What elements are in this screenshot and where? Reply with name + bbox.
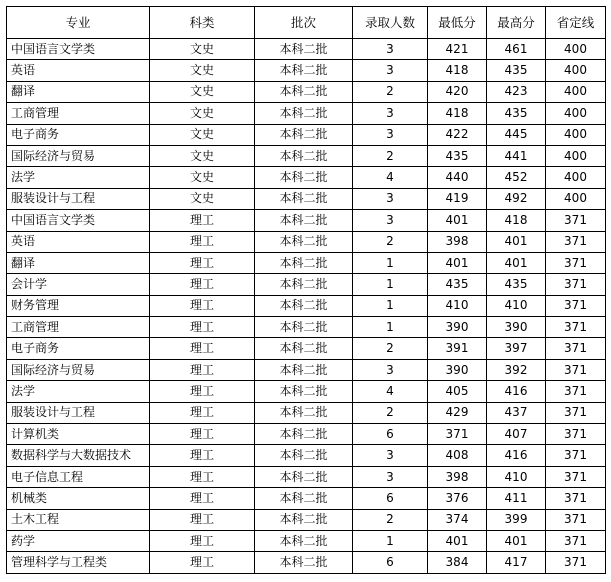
cell-admitted-count: 6: [353, 424, 428, 445]
cell-provincial-line: 400: [546, 188, 606, 209]
cell-min-score: 398: [428, 231, 487, 252]
cell-min-score: 420: [428, 81, 487, 102]
cell-min-score: 376: [428, 488, 487, 509]
cell-provincial-line: 371: [546, 552, 606, 573]
cell-provincial-line: 371: [546, 359, 606, 380]
cell-major: 机械类: [7, 488, 150, 509]
table-row: [7, 445, 606, 466]
cell-major: 数据科学与大数据技术: [7, 445, 150, 466]
cell-min-score: 401: [428, 530, 487, 551]
cell-min-score: 419: [428, 188, 487, 209]
cell-min-score: 410: [428, 295, 487, 316]
cell-max-score: 435: [487, 103, 546, 124]
cell-max-score: 401: [487, 530, 546, 551]
cell-max-score: 407: [487, 424, 546, 445]
cell-category: 理工: [150, 488, 255, 509]
cell-admitted-count: 2: [353, 402, 428, 423]
cell-provincial-line: 371: [546, 445, 606, 466]
cell-major: 中国语言文学类: [7, 210, 150, 231]
cell-major: 法学: [7, 167, 150, 188]
cell-batch: 本科二批: [255, 466, 353, 487]
cell-batch: 本科二批: [255, 445, 353, 466]
cell-min-score: 390: [428, 359, 487, 380]
table-row: [7, 103, 606, 124]
header-provincial-line: 省定线: [546, 7, 606, 39]
cell-batch: 本科二批: [255, 359, 353, 380]
cell-provincial-line: 371: [546, 466, 606, 487]
table-row: [7, 145, 606, 166]
cell-provincial-line: 371: [546, 402, 606, 423]
cell-category: 理工: [150, 252, 255, 273]
cell-provincial-line: 400: [546, 60, 606, 81]
cell-category: 理工: [150, 295, 255, 316]
cell-provincial-line: 400: [546, 81, 606, 102]
table-row: [7, 359, 606, 380]
cell-batch: 本科二批: [255, 167, 353, 188]
cell-batch: 本科二批: [255, 210, 353, 231]
cell-admitted-count: 4: [353, 381, 428, 402]
cell-provincial-line: 371: [546, 509, 606, 530]
cell-major: 计算机类: [7, 424, 150, 445]
header-category: 科类: [150, 7, 255, 39]
cell-min-score: 390: [428, 317, 487, 338]
admission-score-table: [6, 6, 606, 574]
cell-max-score: 399: [487, 509, 546, 530]
cell-max-score: 417: [487, 552, 546, 573]
cell-min-score: 418: [428, 103, 487, 124]
cell-batch: 本科二批: [255, 509, 353, 530]
cell-min-score: 418: [428, 60, 487, 81]
cell-major: 电子信息工程: [7, 466, 150, 487]
table-row: [7, 488, 606, 509]
cell-category: 文史: [150, 60, 255, 81]
cell-major: 英语: [7, 60, 150, 81]
cell-admitted-count: 1: [353, 252, 428, 273]
table-row: [7, 317, 606, 338]
cell-major: 服装设计与工程: [7, 402, 150, 423]
cell-category: 理工: [150, 402, 255, 423]
cell-major: 工商管理: [7, 103, 150, 124]
cell-provincial-line: 371: [546, 530, 606, 551]
cell-admitted-count: 3: [353, 124, 428, 145]
cell-category: 文史: [150, 103, 255, 124]
cell-category: 文史: [150, 145, 255, 166]
cell-category: 理工: [150, 424, 255, 445]
cell-admitted-count: 3: [353, 466, 428, 487]
cell-min-score: 401: [428, 252, 487, 273]
cell-batch: 本科二批: [255, 295, 353, 316]
cell-category: 理工: [150, 231, 255, 252]
cell-major: 电子商务: [7, 338, 150, 359]
table-row: [7, 530, 606, 551]
cell-batch: 本科二批: [255, 402, 353, 423]
cell-admitted-count: 1: [353, 274, 428, 295]
cell-batch: 本科二批: [255, 317, 353, 338]
cell-batch: 本科二批: [255, 530, 353, 551]
table-row: [7, 274, 606, 295]
cell-max-score: 410: [487, 466, 546, 487]
cell-provincial-line: 371: [546, 231, 606, 252]
cell-max-score: 492: [487, 188, 546, 209]
cell-min-score: 384: [428, 552, 487, 573]
cell-max-score: 416: [487, 445, 546, 466]
table-row: [7, 402, 606, 423]
cell-provincial-line: 371: [546, 295, 606, 316]
table-row: [7, 231, 606, 252]
cell-admitted-count: 6: [353, 552, 428, 573]
cell-max-score: 410: [487, 295, 546, 316]
cell-max-score: 435: [487, 60, 546, 81]
cell-admitted-count: 2: [353, 145, 428, 166]
cell-major: 国际经济与贸易: [7, 359, 150, 380]
cell-max-score: 452: [487, 167, 546, 188]
cell-major: 中国语言文学类: [7, 39, 150, 60]
cell-min-score: 401: [428, 210, 487, 231]
cell-batch: 本科二批: [255, 552, 353, 573]
cell-batch: 本科二批: [255, 81, 353, 102]
cell-batch: 本科二批: [255, 103, 353, 124]
cell-provincial-line: 371: [546, 317, 606, 338]
cell-category: 理工: [150, 381, 255, 402]
cell-min-score: 391: [428, 338, 487, 359]
cell-batch: 本科二批: [255, 381, 353, 402]
cell-min-score: 371: [428, 424, 487, 445]
table-row: [7, 39, 606, 60]
cell-major: 翻译: [7, 81, 150, 102]
cell-major: 药学: [7, 530, 150, 551]
cell-admitted-count: 3: [353, 359, 428, 380]
cell-provincial-line: 371: [546, 252, 606, 273]
cell-major: 电子商务: [7, 124, 150, 145]
table-row: [7, 381, 606, 402]
cell-batch: 本科二批: [255, 124, 353, 145]
cell-category: 理工: [150, 210, 255, 231]
cell-max-score: 392: [487, 359, 546, 380]
cell-major: 服装设计与工程: [7, 188, 150, 209]
cell-major: 英语: [7, 231, 150, 252]
cell-provincial-line: 400: [546, 167, 606, 188]
cell-admitted-count: 2: [353, 509, 428, 530]
cell-provincial-line: 371: [546, 210, 606, 231]
cell-category: 理工: [150, 466, 255, 487]
cell-min-score: 429: [428, 402, 487, 423]
table-row: [7, 509, 606, 530]
cell-category: 理工: [150, 359, 255, 380]
header-row: [7, 7, 606, 39]
cell-major: 土木工程: [7, 509, 150, 530]
cell-category: 理工: [150, 552, 255, 573]
cell-category: 文史: [150, 167, 255, 188]
cell-major: 国际经济与贸易: [7, 145, 150, 166]
cell-batch: 本科二批: [255, 60, 353, 81]
table-row: [7, 338, 606, 359]
cell-admitted-count: 1: [353, 530, 428, 551]
cell-admitted-count: 4: [353, 167, 428, 188]
cell-max-score: 401: [487, 252, 546, 273]
cell-admitted-count: 3: [353, 445, 428, 466]
table-row: [7, 167, 606, 188]
cell-max-score: 401: [487, 231, 546, 252]
cell-major: 工商管理: [7, 317, 150, 338]
cell-major: 财务管理: [7, 295, 150, 316]
cell-provincial-line: 371: [546, 488, 606, 509]
cell-max-score: 435: [487, 274, 546, 295]
cell-major: 翻译: [7, 252, 150, 273]
cell-admitted-count: 3: [353, 103, 428, 124]
cell-admitted-count: 3: [353, 188, 428, 209]
cell-batch: 本科二批: [255, 252, 353, 273]
cell-max-score: 397: [487, 338, 546, 359]
cell-category: 理工: [150, 274, 255, 295]
cell-min-score: 398: [428, 466, 487, 487]
cell-category: 文史: [150, 39, 255, 60]
cell-admitted-count: 3: [353, 210, 428, 231]
cell-max-score: 411: [487, 488, 546, 509]
cell-min-score: 435: [428, 145, 487, 166]
table-row: [7, 81, 606, 102]
cell-min-score: 408: [428, 445, 487, 466]
cell-batch: 本科二批: [255, 39, 353, 60]
cell-provincial-line: 371: [546, 381, 606, 402]
cell-max-score: 390: [487, 317, 546, 338]
cell-batch: 本科二批: [255, 231, 353, 252]
table-row: [7, 210, 606, 231]
cell-batch: 本科二批: [255, 338, 353, 359]
cell-min-score: 435: [428, 274, 487, 295]
cell-min-score: 405: [428, 381, 487, 402]
cell-major: 法学: [7, 381, 150, 402]
cell-admitted-count: 2: [353, 338, 428, 359]
cell-batch: 本科二批: [255, 424, 353, 445]
cell-batch: 本科二批: [255, 274, 353, 295]
cell-max-score: 461: [487, 39, 546, 60]
cell-provincial-line: 371: [546, 424, 606, 445]
cell-min-score: 440: [428, 167, 487, 188]
header-min-score: 最低分: [428, 7, 487, 39]
table-row: [7, 188, 606, 209]
table-row: [7, 252, 606, 273]
cell-max-score: 437: [487, 402, 546, 423]
cell-category: 理工: [150, 509, 255, 530]
cell-category: 理工: [150, 317, 255, 338]
cell-admitted-count: 3: [353, 39, 428, 60]
cell-category: 文史: [150, 188, 255, 209]
cell-min-score: 422: [428, 124, 487, 145]
cell-admitted-count: 2: [353, 81, 428, 102]
header-major: 专业: [7, 7, 150, 39]
header-admitted-count: 录取人数: [353, 7, 428, 39]
cell-provincial-line: 400: [546, 124, 606, 145]
cell-max-score: 441: [487, 145, 546, 166]
cell-provincial-line: 400: [546, 103, 606, 124]
cell-min-score: 421: [428, 39, 487, 60]
header-max-score: 最高分: [487, 7, 546, 39]
cell-admitted-count: 2: [353, 231, 428, 252]
cell-admitted-count: 1: [353, 317, 428, 338]
cell-batch: 本科二批: [255, 188, 353, 209]
cell-admitted-count: 6: [353, 488, 428, 509]
cell-admitted-count: 3: [353, 60, 428, 81]
table-row: [7, 424, 606, 445]
cell-max-score: 423: [487, 81, 546, 102]
cell-major: 会计学: [7, 274, 150, 295]
table-row: [7, 124, 606, 145]
cell-category: 理工: [150, 530, 255, 551]
cell-max-score: 445: [487, 124, 546, 145]
table-row: [7, 60, 606, 81]
cell-provincial-line: 371: [546, 338, 606, 359]
table-body: [7, 39, 606, 574]
cell-batch: 本科二批: [255, 145, 353, 166]
cell-max-score: 418: [487, 210, 546, 231]
cell-major: 管理科学与工程类: [7, 552, 150, 573]
cell-category: 理工: [150, 445, 255, 466]
table-row: [7, 295, 606, 316]
cell-max-score: 416: [487, 381, 546, 402]
cell-category: 文史: [150, 81, 255, 102]
cell-provincial-line: 400: [546, 39, 606, 60]
cell-batch: 本科二批: [255, 488, 353, 509]
cell-provincial-line: 371: [546, 274, 606, 295]
cell-category: 理工: [150, 338, 255, 359]
header-batch: 批次: [255, 7, 353, 39]
cell-min-score: 374: [428, 509, 487, 530]
cell-provincial-line: 400: [546, 145, 606, 166]
cell-admitted-count: 1: [353, 295, 428, 316]
cell-category: 文史: [150, 124, 255, 145]
table-row: [7, 466, 606, 487]
table-row: [7, 552, 606, 573]
